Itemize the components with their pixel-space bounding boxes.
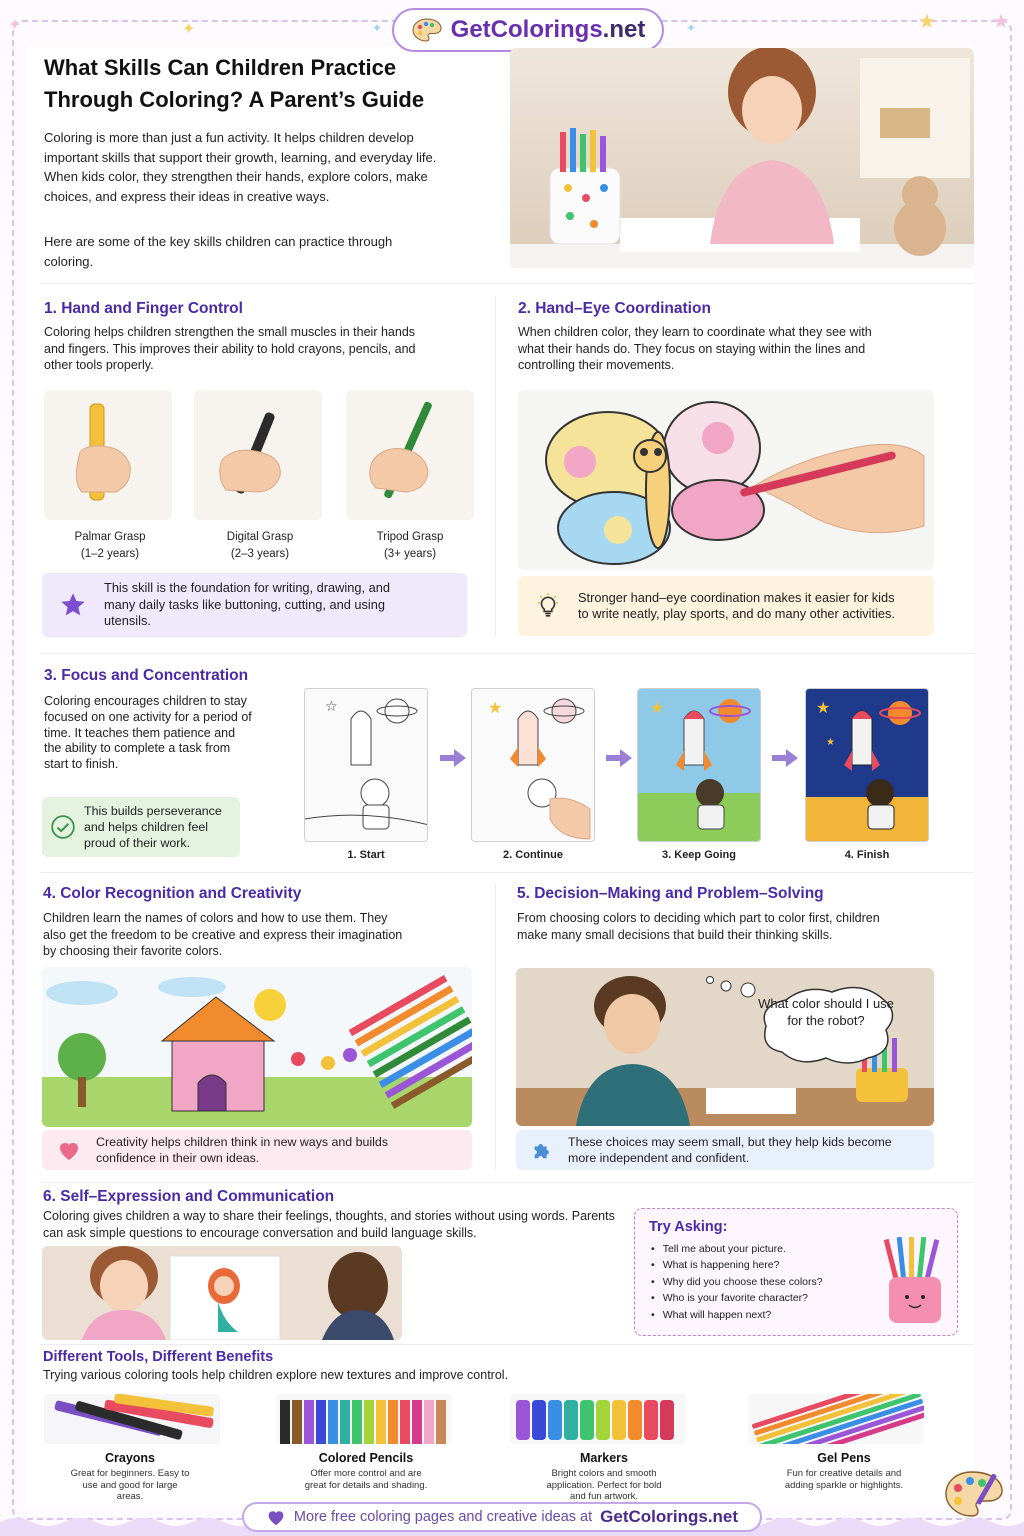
tool-description: Fun for creative details and adding sparkle or highlights. <box>784 1468 904 1491</box>
section-3-text: Coloring encourages children to stay focused on one activity for a period of time. It teaches them patience and the ability to complete a task from start to finish. <box>44 694 252 772</box>
section-6-heading: 6. Self–Expression and Communication <box>43 1188 335 1205</box>
grasp-label: Palmar Grasp (1–2 years) <box>74 531 146 560</box>
section-4-tip-text: Creativity helps children think in new ways and builds confidence in their own ideas. <box>96 1135 389 1165</box>
divider <box>40 653 974 654</box>
gel-pens-image <box>748 1394 924 1444</box>
digital-grasp-image <box>194 390 322 520</box>
star-icon: ★ <box>918 11 936 33</box>
grasp-label: Tripod Grasp (3+ years) <box>376 531 444 560</box>
tripod-grasp-image <box>346 390 474 520</box>
section-1-text: Coloring helps children strengthen the small muscles in their hands and fingers. This improves their ability to hold crayons, pencils, and other tools properly. <box>44 325 416 373</box>
svg-text:★: ★ <box>488 698 503 717</box>
section-6-text: Coloring gives children a way to share their feelings, thoughts, and stories without using words. Parents can ask simple questions to encourage conversation and build language skills. <box>43 1209 615 1240</box>
heart-icon <box>57 1139 81 1161</box>
footer-text: More free coloring pages and creative ideas at <box>293 1509 593 1525</box>
section-4-heading: 4. Color Recognition and Creativity <box>43 885 302 902</box>
tool-description: Bright colors and smooth application. Perfect for bold and fun artwork. <box>546 1468 662 1503</box>
thought-bubble-text: What color should I use for the robot? <box>758 996 894 1028</box>
checkmark-icon <box>50 814 76 840</box>
colored-pencils-image <box>276 1394 452 1444</box>
pencil-cup-icon <box>879 1237 951 1327</box>
arrow-right-icon <box>772 748 798 768</box>
arrow-right-icon <box>440 748 466 768</box>
section-5-tip <box>516 1130 934 1170</box>
section-4-text: Children learn the names of colors and how to use them. They also get the freedom to be creative and express their imagination by choosing their favorite colors. <box>43 911 403 959</box>
step-start-image <box>304 688 428 842</box>
section-3-tip <box>42 797 240 857</box>
divider <box>40 872 974 873</box>
list-item: • What is happening here? <box>651 1257 823 1273</box>
svg-text:★: ★ <box>650 698 665 717</box>
star-icon <box>59 591 87 619</box>
try-asking-box <box>634 1208 958 1336</box>
palette-icon <box>411 17 443 43</box>
star-icon: ✦ <box>8 17 22 34</box>
divider <box>495 296 496 636</box>
butterfly-coloring-image <box>518 390 934 570</box>
section-5-heading: 5. Decision–Making and Problem–Solving <box>517 885 824 902</box>
tool-name: Gel Pens <box>817 1451 871 1465</box>
footer-site: GetColorings.net <box>600 1507 739 1526</box>
divider <box>40 283 974 284</box>
crayons-image <box>44 1394 220 1444</box>
section-2-tip-text: Stronger hand–eye coordination makes it easier for kids to write neatly, play sports, and do many other activities. <box>578 589 895 621</box>
step-label: 1. Start <box>347 849 385 861</box>
girl-showing-mermaid-drawing-image <box>42 1246 402 1340</box>
list-item: • What will happen next? <box>651 1307 823 1323</box>
arrow-right-icon <box>606 748 632 768</box>
divider <box>40 1344 974 1345</box>
tool-name: Crayons <box>104 1451 156 1465</box>
tools-text: Trying various coloring tools help children explore new textures and improve control. <box>43 1368 509 1382</box>
section-3-heading: 3. Focus and Concentration <box>44 667 249 684</box>
page-title: What Skills Can Children Practice Through Coloring? A Parent’s Guide <box>44 55 425 112</box>
star-icon: ✦ <box>182 21 196 38</box>
list-item: • Who is your favorite character? <box>651 1290 823 1306</box>
step-label: 2. Continue <box>503 849 563 861</box>
tools-heading: Different Tools, Different Benefits <box>43 1349 274 1365</box>
intro-paragraph-2: Here are some of the key skills children can practice through coloring. <box>44 234 393 269</box>
step-keep-going-image <box>637 688 761 842</box>
section-2-text: When children color, they learn to coordinate what they see with what their hands do. They focus on staying within the lines and controlling their movements. <box>518 325 872 373</box>
list-item: • Why did you choose these colors? <box>651 1274 823 1290</box>
tool-name: Markers <box>580 1451 628 1465</box>
puzzle-icon <box>531 1139 553 1161</box>
svg-text:★: ★ <box>816 698 831 717</box>
tool-name: Colored Pencils <box>318 1451 414 1465</box>
tool-description: Great for beginners. Easy to use and good for large areas. <box>70 1468 190 1503</box>
step-label: 3. Keep Going <box>662 849 736 861</box>
svg-text:☆: ☆ <box>325 699 338 715</box>
footer-link[interactable] <box>242 1502 762 1532</box>
section-2-heading: 2. Hand–Eye Coordination <box>518 300 711 317</box>
intro-paragraph: Coloring is more than just a fun activity. It helps children develop important skills that support their growth, learning, and everyday life. When kids color, they strengthen their hands, explore colors, make choices, and express their ideas in creative ways. <box>44 130 437 204</box>
step-finish-image <box>805 688 929 842</box>
section-2-tip <box>518 576 934 636</box>
step-label: 4. Finish <box>844 849 890 861</box>
brand-name: GetColorings.net <box>450 16 646 43</box>
section-1-heading: 1. Hand and Finger Control <box>44 300 243 317</box>
brand-logo-link[interactable] <box>392 8 664 52</box>
tool-description: Offer more control and are great for details and shading. <box>304 1468 428 1491</box>
section-4-tip <box>42 1130 472 1170</box>
heart-icon <box>266 1508 286 1526</box>
section-1-tip-text: This skill is the foundation for writing, drawing, and many daily tasks like buttoning, cutting, and using utensils. <box>104 580 390 629</box>
grasp-label: Digital Grasp (2–3 years) <box>226 531 294 560</box>
hero-photo-girl-coloring <box>510 48 974 268</box>
house-drawing-with-pencils-image <box>42 967 472 1127</box>
star-icon: ✦ <box>372 21 383 35</box>
section-5-tip-text: These choices may seem small, but they help kids become more independent and confident. <box>568 1135 892 1165</box>
divider <box>495 884 496 1170</box>
lightbulb-icon <box>535 593 561 619</box>
section-1-tip <box>42 573 467 637</box>
try-asking-list <box>651 1241 823 1323</box>
section-3-tip-text: This builds perseverance and helps children feel proud of their work. <box>84 804 222 850</box>
divider <box>40 1182 974 1183</box>
palmar-grasp-image <box>44 390 172 520</box>
section-5-text: From choosing colors to deciding which part to color first, children make many small decisions that build their thinking skills. <box>517 911 880 942</box>
list-item: • Tell me about your picture. <box>651 1241 823 1257</box>
try-asking-title: Try Asking: <box>649 1219 728 1235</box>
star-icon: ✦ <box>686 21 697 35</box>
star-icon: ★ <box>992 11 1010 33</box>
svg-text:★: ★ <box>826 737 835 748</box>
thought-bubble <box>756 986 896 1066</box>
thought-dots-icon <box>702 974 772 1000</box>
step-continue-image <box>471 688 595 842</box>
markers-image <box>510 1394 686 1444</box>
